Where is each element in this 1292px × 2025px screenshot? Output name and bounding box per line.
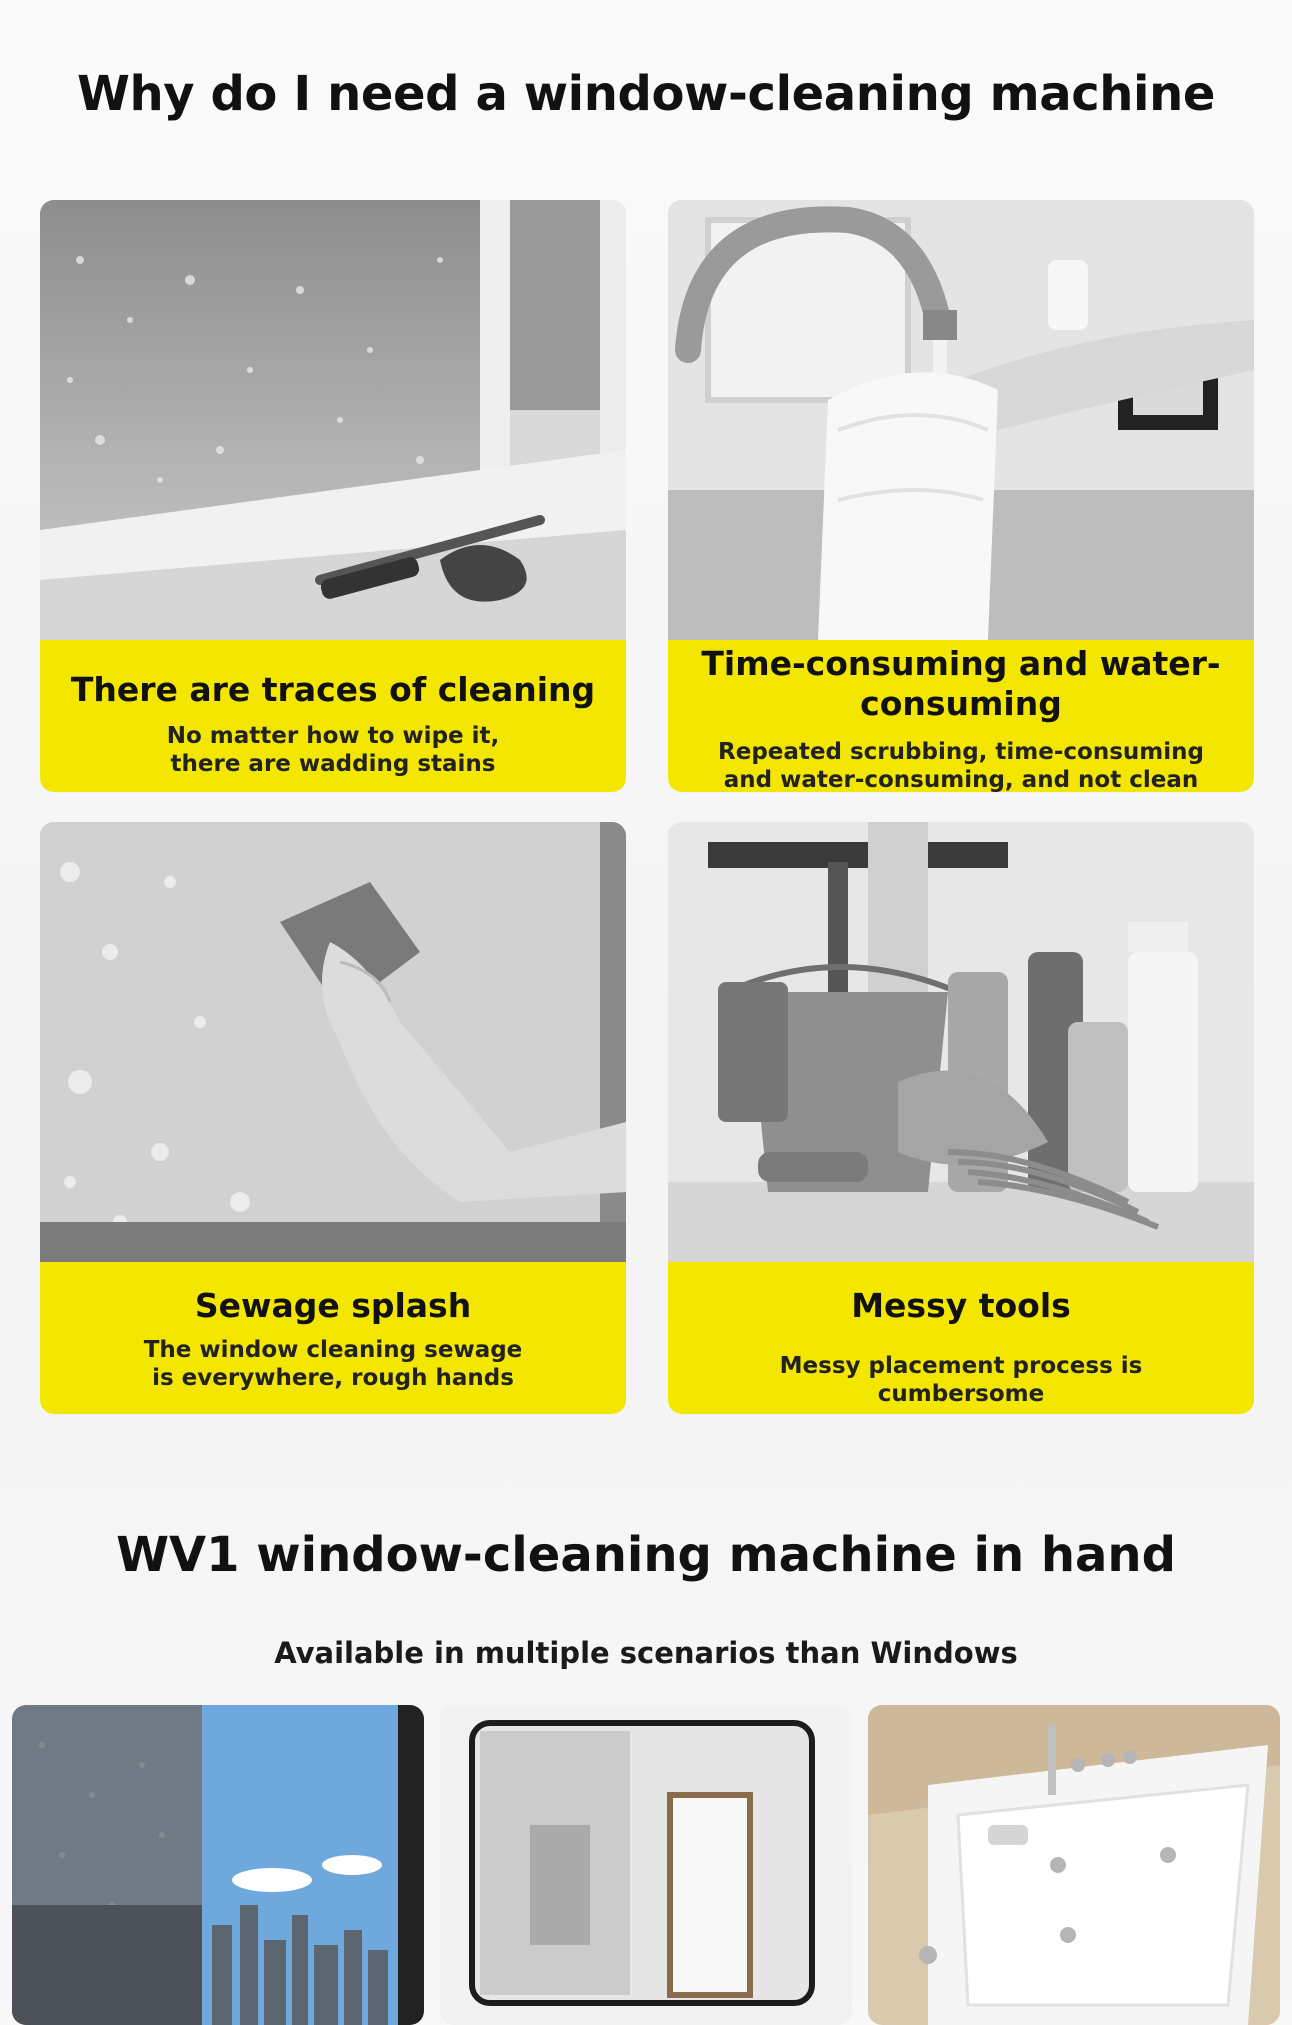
card-description: Repeated scrubbing, time-consuming and water-consuming, and not clean	[718, 739, 1204, 792]
problem-card-messy-tools	[668, 822, 1254, 1414]
card-caption	[668, 640, 1254, 792]
card-caption	[40, 640, 626, 792]
faucet-cloth-photo	[668, 200, 1254, 640]
card-caption	[668, 1262, 1254, 1414]
card-description: The window cleaning sewage is everywhere, rough hands	[143, 1337, 523, 1391]
card-heading: Time-consuming and water-consuming	[701, 644, 1221, 723]
section-title: WV1 window-cleaning machine in hand	[116, 1527, 1176, 1583]
card-description: Messy placement process is cumbersome	[779, 1353, 1143, 1407]
problem-card-time-water	[668, 200, 1254, 792]
scene-bathtub-photo	[868, 1705, 1280, 2025]
card-heading: Sewage splash	[194, 1286, 472, 1325]
card-caption	[40, 1262, 626, 1414]
cleaning-tools-photo	[668, 822, 1254, 1262]
window-spots-photo	[40, 200, 626, 640]
card-description: No matter how to wipe it, there are wadding stains	[166, 723, 500, 777]
section-subtitle: Available in multiple scenarios than Windows	[274, 1636, 1018, 1670]
card-heading: There are traces of cleaning	[70, 670, 596, 709]
problem-card-traces	[40, 200, 626, 792]
scene-mirror-photo	[440, 1705, 852, 2025]
page-title: Why do I need a window-cleaning machine	[76, 66, 1216, 122]
scene-window-photo	[12, 1705, 424, 2025]
sponge-wiping-photo	[40, 822, 626, 1262]
card-heading: Messy tools	[851, 1286, 1071, 1325]
problem-card-sewage	[40, 822, 626, 1414]
